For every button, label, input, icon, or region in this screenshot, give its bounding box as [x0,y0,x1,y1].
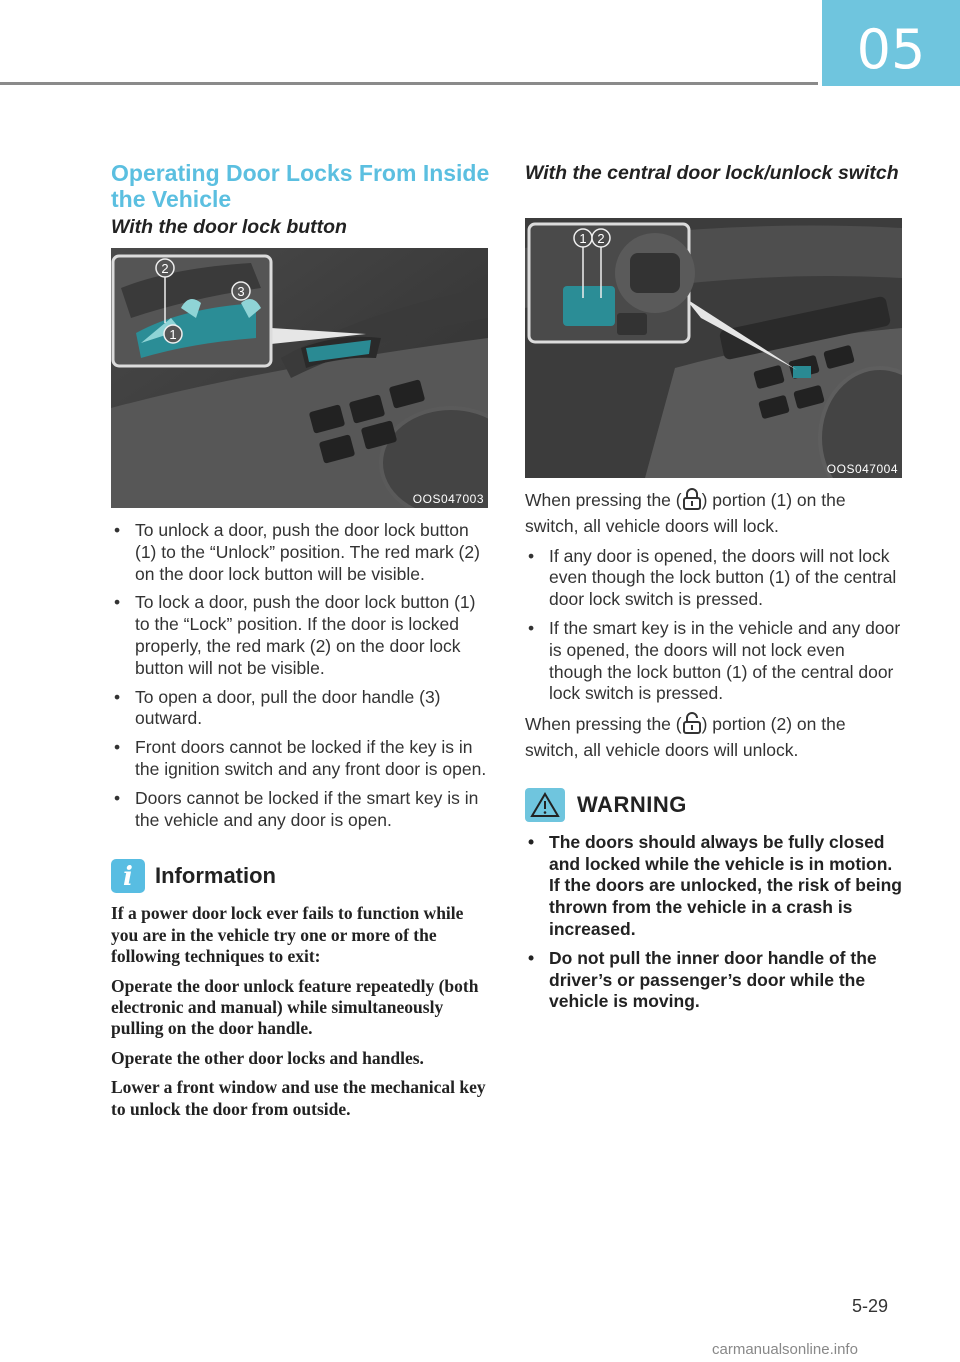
information-heading [111,859,488,893]
callout-2: 2 [161,261,169,276]
callout-2: 2 [597,231,605,246]
right-body [525,488,903,1020]
door-lock-bullets [111,520,488,831]
central-lock-switch-figure [525,218,902,478]
door-panel-illustration [111,248,488,508]
header-rule [0,82,818,85]
left-column [111,216,488,239]
unlock-paragraph: When pressing the ( ) portion (2) on the switch, all vehicle doors will unlock. [525,714,846,760]
warning-heading [525,788,903,822]
info-icon: i [111,859,145,893]
left-body [111,520,488,1128]
warning-bullets [525,832,903,1013]
list-item: • To lock a door, push the door lock button (1) to the “Lock” position. If the door is locked properly, the red mark (2) on the door lock button will not be visible. [114,592,476,678]
info-paragraph: If a power door lock ever fails to function while you are in the vehicle try one or more of the following techniques to exit: [111,903,464,967]
chapter-number: 05 [822,0,960,86]
warning-icon [525,788,565,822]
lock-paragraph: When pressing the ( ) portion (1) on the switch, all vehicle doors will lock. [525,490,846,536]
unlock-icon [682,712,702,740]
door-switch-illustration [525,218,902,478]
list-item: • If any door is opened, the doors will not lock even though the lock button (1) of the central door lock switch is pressed. [528,545,897,610]
right-subtitle: With the central door lock/unlock switch [525,162,899,184]
lock-icon [682,488,702,516]
warning-title: WARNING [577,791,687,817]
right-header [525,162,903,185]
figure-code-left: OOS047003 [412,492,484,506]
callout-3: 3 [237,284,245,299]
door-lock-button-figure [111,248,488,508]
section-title: Operating Door Locks From Inside the Vehicle [111,160,490,212]
list-item: • Front doors cannot be locked if the key is in the ignition switch and any front door is open. [114,737,487,779]
list-item: • To open a door, pull the door handle (3) outward. [114,686,441,729]
info-paragraph: Lower a front window and use the mechanical key to unlock the door from outside. [111,1077,486,1119]
info-paragraph: Operate the door unlock feature repeatedly (both electronic and manual) while simultaneously pulling on the door handle. [111,975,479,1039]
callout-1: 1 [169,327,177,342]
central-lock-bullets [525,546,903,706]
list-item: • Do not pull the inner door handle of the driver’s or passenger’s door while the vehicle is moving. [528,947,877,1012]
watermark: carmanualsonline.info [712,1341,858,1358]
figure-code-right: OOS047004 [826,462,898,476]
information-title: Information [155,863,276,889]
page-number: 5-29 [852,1296,889,1316]
list-item: • To unlock a door, push the door lock button (1) to the “Unlock” position. The red mark (2) on the door lock button will be visible. [114,520,480,584]
info-paragraph: Operate the other door locks and handles. [111,1047,424,1068]
list-item: • The doors should always be fully closed and locked while the vehicle is in motion. If the doors are unlocked, the risk of being thrown from the vehicle in a crash is increased. [528,831,902,939]
list-item: • Doors cannot be locked if the smart key is in the vehicle and any door is open. [114,787,479,830]
list-item: • If the smart key is in the vehicle and any door is opened, the doors will not lock even though the lock button (1) of the central door lock switch is pressed. [528,617,901,704]
left-subtitle: With the door lock button [111,216,347,238]
callout-1: 1 [579,231,587,246]
